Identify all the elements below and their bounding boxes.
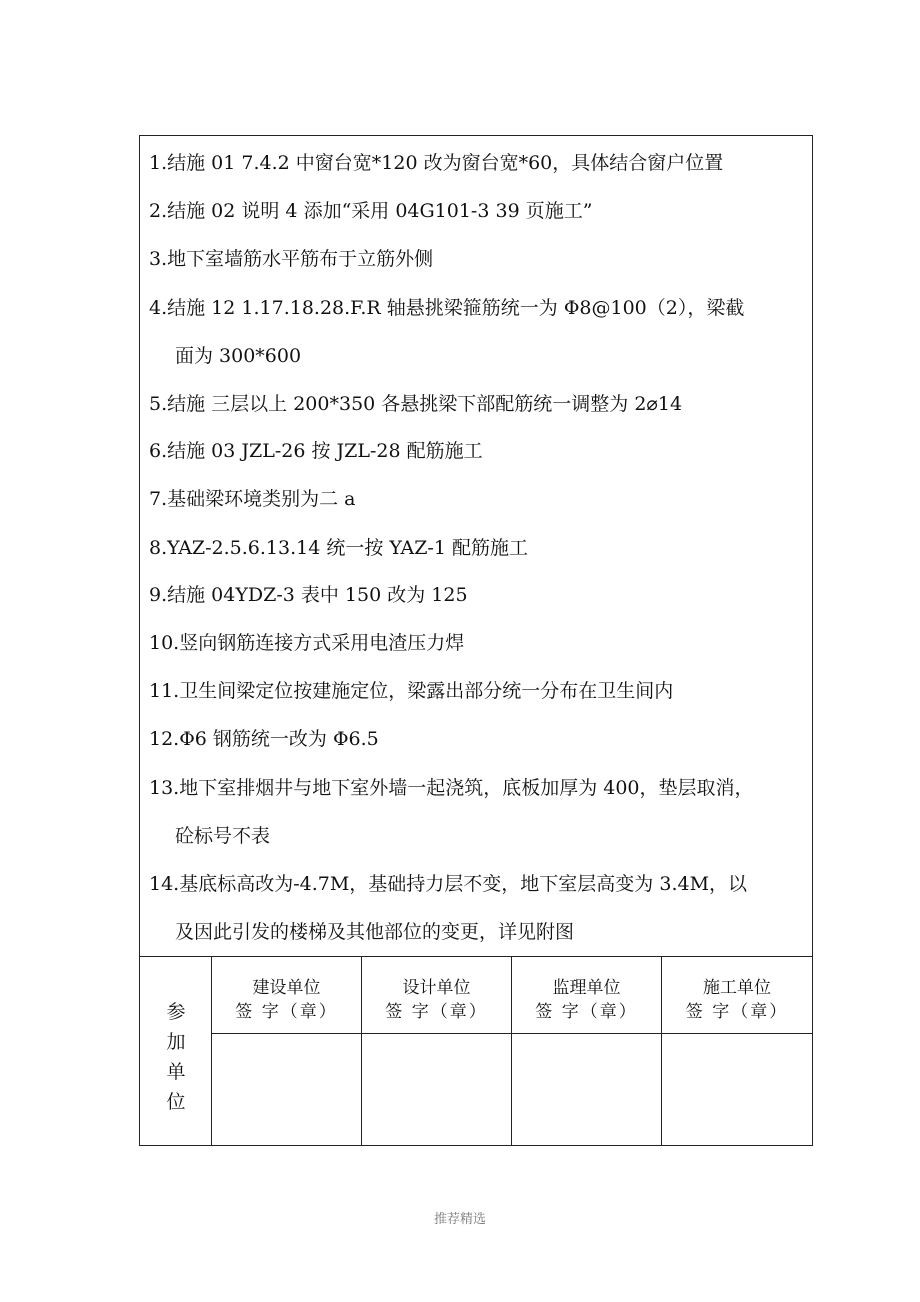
unit-header-contractor: 施工单位 签 字（章） [662, 957, 812, 1034]
signature-cell-contractor[interactable] [662, 1034, 812, 1146]
note-item: 6.结施 03 JZL-26 按 JZL-28 配筋施工 [149, 440, 483, 462]
note-item: 4.结施 12 1.17.18.28.F.R 轴悬挑梁箍筋统一为 Φ8@100（2），梁截 面为 300*600 [149, 297, 745, 367]
change-notice-table [139, 135, 813, 1146]
participating-units-label: 参 加 单 位 [140, 957, 212, 1146]
note-item: 13.地下室排烟井与地下室外墙一起浇筑，底板加厚为 400，垫层取消， 砼标号不表 [149, 777, 754, 847]
note-item: 14.基底标高改为-4.7M，基础持力层不变，地下室层高变为 3.4M，以 及因此引发的楼梯及其他部位的变更，详见附图 [149, 873, 748, 943]
note-item: 1.结施 01 7.4.2 中窗台宽*120 改为窗台宽*60，具体结合窗户位置 [149, 152, 724, 174]
signature-cell-construction[interactable] [212, 1034, 362, 1146]
note-item: 7.基础梁环境类别为二 a [149, 488, 356, 510]
signature-cell-design[interactable] [362, 1034, 512, 1146]
notes-section [140, 136, 812, 956]
note-item: 10.竖向钢筋连接方式采用电渣压力焊 [149, 632, 465, 654]
note-item: 8.YAZ-2.5.6.13.14 统一按 YAZ-1 配筋施工 [149, 537, 528, 559]
note-item: 12.Φ6 钢筋统一改为 Φ6.5 [149, 728, 379, 750]
note-item: 2.结施 02 说明 4 添加“采用 04G101-3 39 页施工” [149, 200, 593, 222]
page-footer: 推荐精选 [433, 1212, 486, 1227]
signature-section [140, 956, 812, 1146]
note-item: 3.地下室墙筋水平筋布于立筋外侧 [149, 248, 434, 270]
unit-header-design: 设计单位 签 字（章） [362, 957, 512, 1034]
note-item: 9.结施 04YDZ-3 表中 150 改为 125 [149, 584, 468, 606]
signature-cell-supervision[interactable] [512, 1034, 662, 1146]
note-item: 5.结施 三层以上 200*350 各悬挑梁下部配筋统一调整为 2⌀14 [149, 393, 683, 415]
unit-header-supervision: 监理单位 签 字（章） [512, 957, 662, 1034]
note-item: 11.卫生间梁定位按建施定位，梁露出部分统一分布在卫生间内 [149, 680, 674, 702]
unit-header-construction: 建设单位 签 字（章） [212, 957, 362, 1034]
